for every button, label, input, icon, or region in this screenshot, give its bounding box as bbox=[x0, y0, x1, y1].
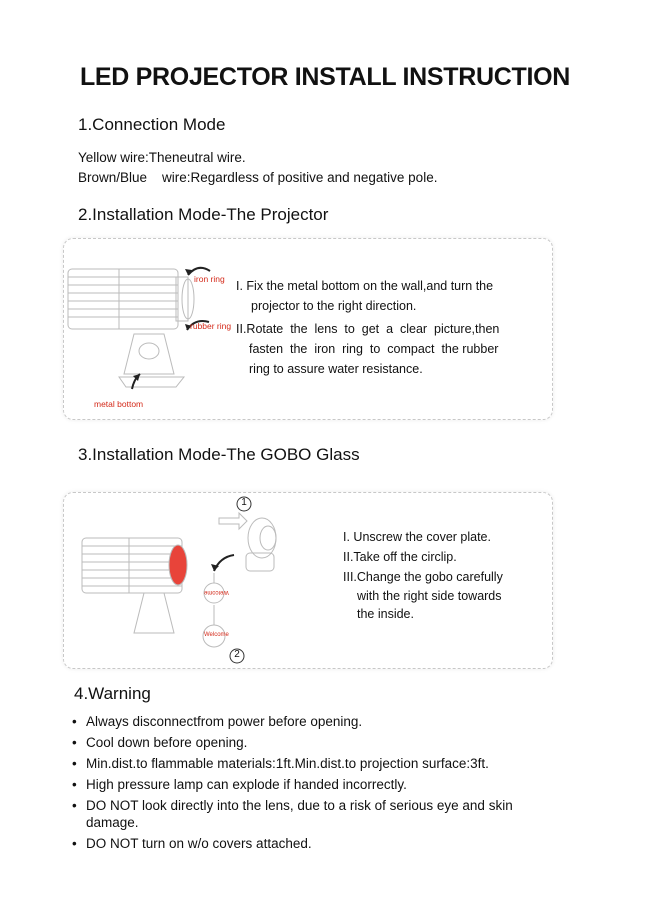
gobo-install-box bbox=[63, 492, 553, 669]
gobo-step-3: III.Change the gobo carefully bbox=[343, 570, 503, 584]
warning-item: • Cool down before opening. bbox=[72, 734, 562, 751]
projector-step-1-cont: projector to the right direction. bbox=[251, 299, 417, 313]
metal-bottom-label: metal bottom bbox=[94, 399, 144, 409]
gobo-step-3-cont2: the inside. bbox=[357, 607, 414, 621]
wire-line-yellow: Yellow wire:Theneutral wire. bbox=[78, 150, 246, 165]
gobo-welcome-label: Welcome bbox=[204, 632, 229, 638]
projector-step-1: I. Fix the metal bottom on the wall,and turn the bbox=[236, 279, 494, 293]
gobo-step-3-cont1: with the right side towards bbox=[357, 589, 502, 603]
gobo-step-1: I. Unscrew the cover plate. bbox=[343, 530, 491, 544]
warning-item: • DO NOT turn on w/o covers attached. bbox=[72, 835, 562, 852]
warning-item: • High pressure lamp can explode if handed incorrectly. bbox=[72, 776, 562, 793]
warning-list bbox=[72, 713, 562, 856]
rubber-ring-label: rubber ring bbox=[190, 321, 232, 331]
section4-heading: 4.Warning bbox=[74, 684, 151, 703]
projector-step-2-cont2: ring to assure water resistance. bbox=[249, 362, 423, 376]
section1-heading: 1.Connection Mode bbox=[78, 115, 226, 134]
warning-item: • Always disconnectfrom power before opening. bbox=[72, 713, 562, 730]
gobo-step-2: II.Take off the circlip. bbox=[343, 550, 457, 564]
section3-heading: 3.Installation Mode-The GOBO Glass bbox=[78, 445, 360, 464]
projector-install-box bbox=[63, 238, 553, 420]
gobo-welcome-mirrored-label: Welcome bbox=[204, 589, 229, 595]
projector-step-2-cont1: fasten the iron ring to compact the rubber bbox=[249, 342, 499, 356]
warning-item: • DO NOT look directly into the lens, due to a risk of serious eye and skin damage. bbox=[72, 797, 562, 831]
wire-line-brown-blue: Brown/Blue wire:Regardless of positive and negative pole. bbox=[78, 170, 438, 185]
projector-step-2: II.Rotate the lens to get a clear picture,then bbox=[236, 322, 500, 336]
section2-heading: 2.Installation Mode-The Projector bbox=[78, 205, 329, 224]
iron-ring-label: iron ring bbox=[194, 274, 225, 284]
step-marker-1: 1 bbox=[241, 497, 247, 508]
gobo-illustration bbox=[64, 493, 294, 668]
page-title: LED PROJECTOR INSTALL INSTRUCTION bbox=[79, 63, 571, 91]
warning-item: • Min.dist.to flammable materials:1ft.Min.dist.to projection surface:3ft. bbox=[72, 755, 562, 772]
step-marker-2: 2 bbox=[234, 649, 240, 660]
projector-illustration bbox=[64, 239, 264, 419]
